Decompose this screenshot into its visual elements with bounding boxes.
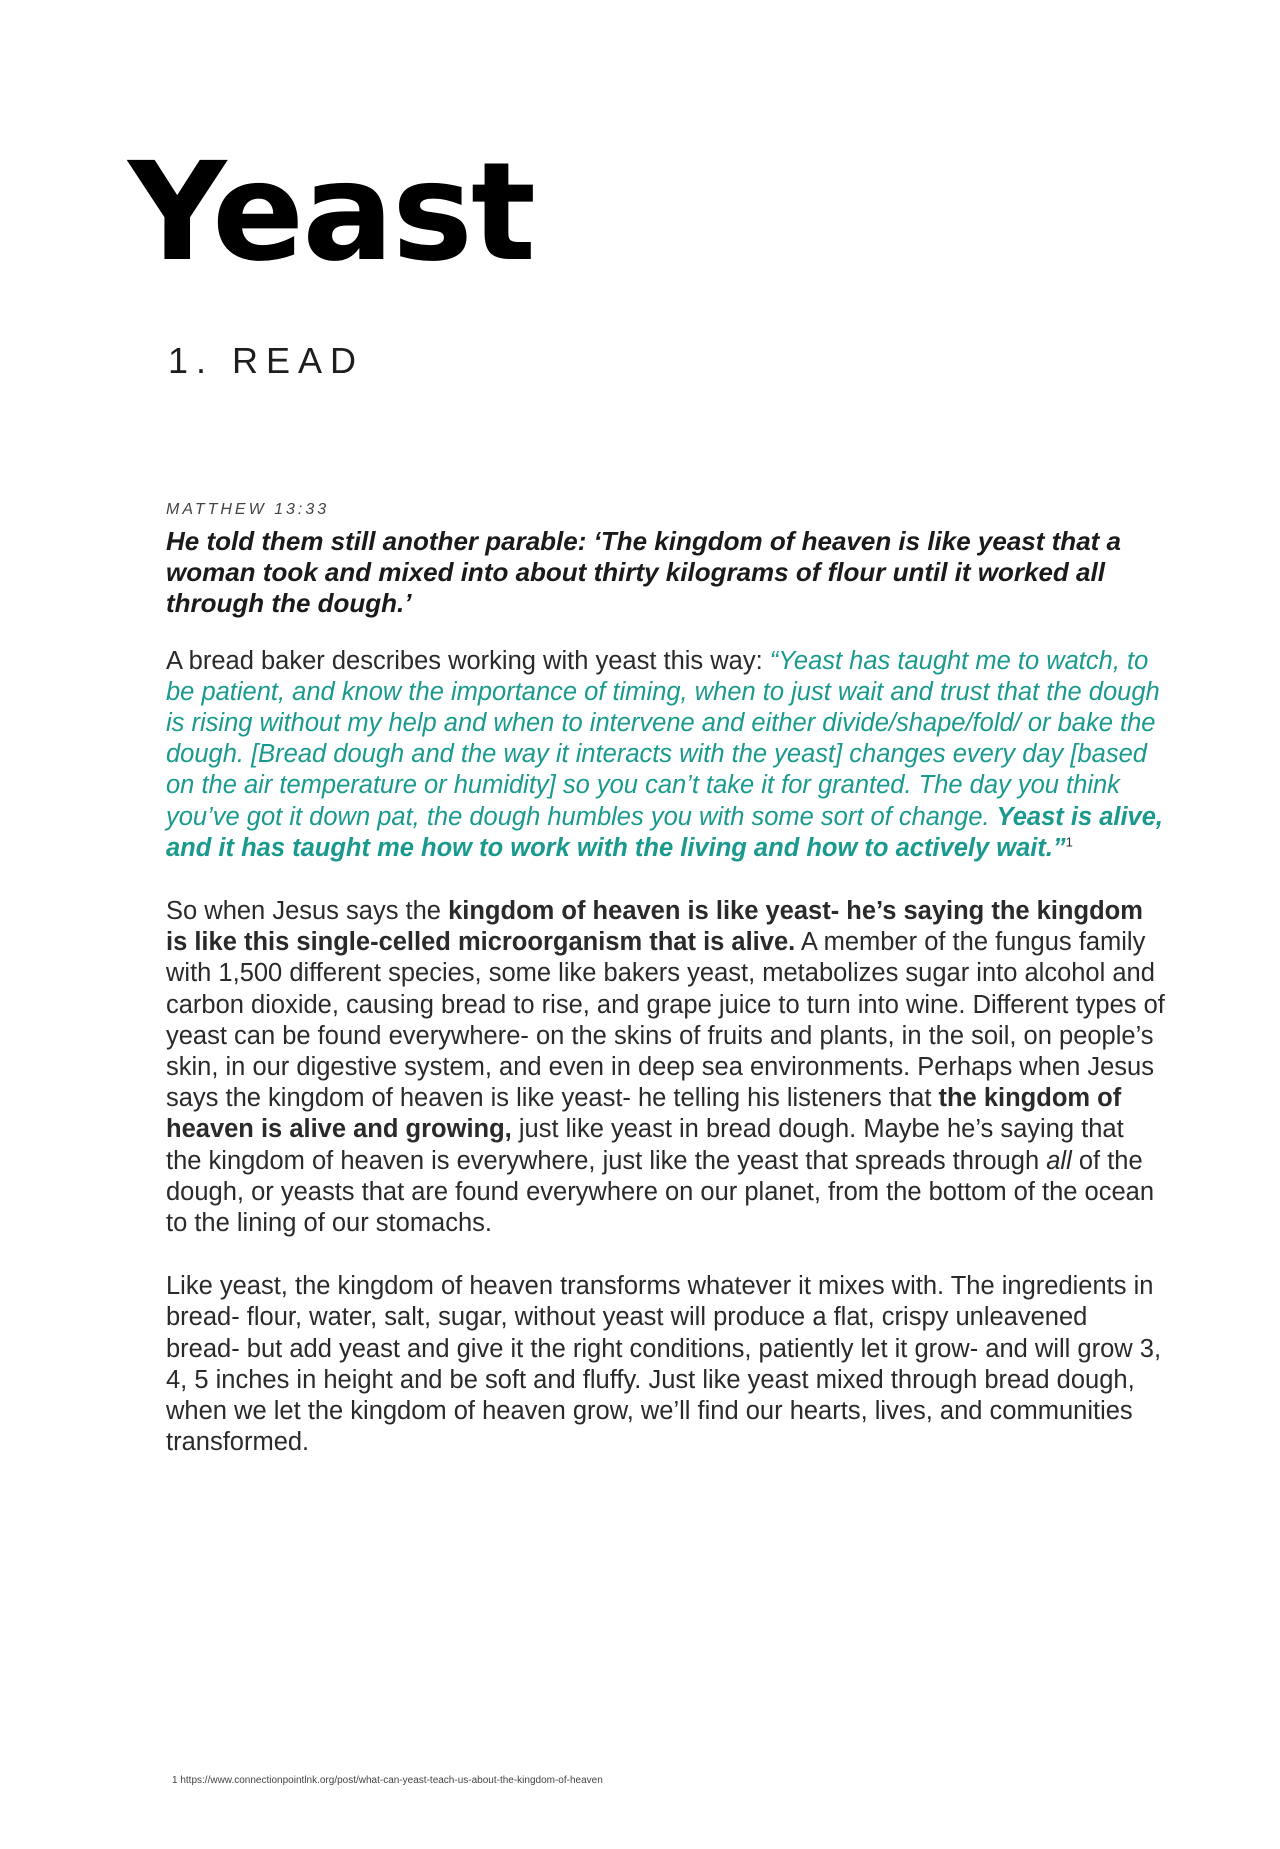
transform-paragraph: Like yeast, the kingdom of heaven transforms whatever it mixes with. The ingredients in bread- flour, water, salt, sugar, without yeast will produce a flat, crispy unleavened bread- but add yeast and give it the right conditions, patiently let it grow- and will grow 3, 4, 5 inches in height and be soft and fluffy. Just like yeast mixed through bread dough, when we let the kingdom of heaven grow, we’ll find our hearts, lives, and communities transformed. xyxy=(166,1272,1162,1457)
baker-quote-text: “Yeast has taught me to watch, to be patient, and know the importance of timing, when to just wait and trust that the dough is rising without my help and when to intervene and either divide/shape/fold/ or bake the dough. [Bread dough and the way it interacts with the yeast] changes every day [based on the air temperature or humidity] so you can’t take it for granted. The day you think you’ve got it down pat, the dough humbles you with some sort of change. xyxy=(166,646,1160,831)
scripture-text: He told them still another parable: ‘The kingdom of heaven is like yeast that a woman took and mixed into about thirty kilograms of flour until it worked all through the dough.’ xyxy=(166,526,1121,619)
scripture-reference: MATTHEW 13:33 xyxy=(166,501,330,518)
kingdom-text-bold-2: the kingdom of heaven is alive and growing, xyxy=(166,1084,1122,1144)
section-heading: 1. READ xyxy=(168,340,365,381)
footnote-marker[interactable]: 1 xyxy=(1065,834,1073,850)
kingdom-text-e: just like yeast in bread dough. Maybe he’s saying that the kingdom of heaven is everywhere, just like the yeast that spreads through xyxy=(166,1115,1124,1175)
baker-intro: A bread baker describes working with yeast this way: xyxy=(166,646,770,675)
footnote[interactable]: 1 https://www.connectionpointlnk.org/post/what-can-yeast-teach-us-about-the-kingdom-of-heaven xyxy=(172,1775,603,1786)
kingdom-text-italic: all xyxy=(1046,1146,1072,1175)
kingdom-text-c: A member of the fungus family with 1,500 different species, some like bakers yeast, metabolizes sugar into alcohol and carbon dioxide, causing bread to rise, and grape juice to turn into wine. Different types of yeast can be found everywhere- on the skins of fruits and plants, in the soil, on people’s skin, in our digestive system, and even in deep sea environments. Perhaps when Jesus says the kingdom of heaven is like yeast- he telling his listeners that xyxy=(166,928,1165,1113)
baker-quote-bold: Yeast is alive, and it has taught me how to work with the living and how to actively wait.” xyxy=(166,802,1164,862)
baker-paragraph xyxy=(166,646,1166,864)
kingdom-paragraph xyxy=(166,896,1166,1239)
baker-quote xyxy=(166,647,1163,862)
content-body xyxy=(166,500,1166,1490)
kingdom-text-g: of the dough, or yeasts that are found everywhere on our planet, from the bottom of the ocean to the lining of our stomachs. xyxy=(166,1146,1155,1238)
page-title: Yeast xyxy=(128,134,534,292)
kingdom-text-bold-1: kingdom of heaven is like yeast- he’s saying the kingdom is like this single-celled microorganism that is alive. xyxy=(166,897,1143,957)
kingdom-text-a: So when Jesus says the xyxy=(166,897,449,926)
